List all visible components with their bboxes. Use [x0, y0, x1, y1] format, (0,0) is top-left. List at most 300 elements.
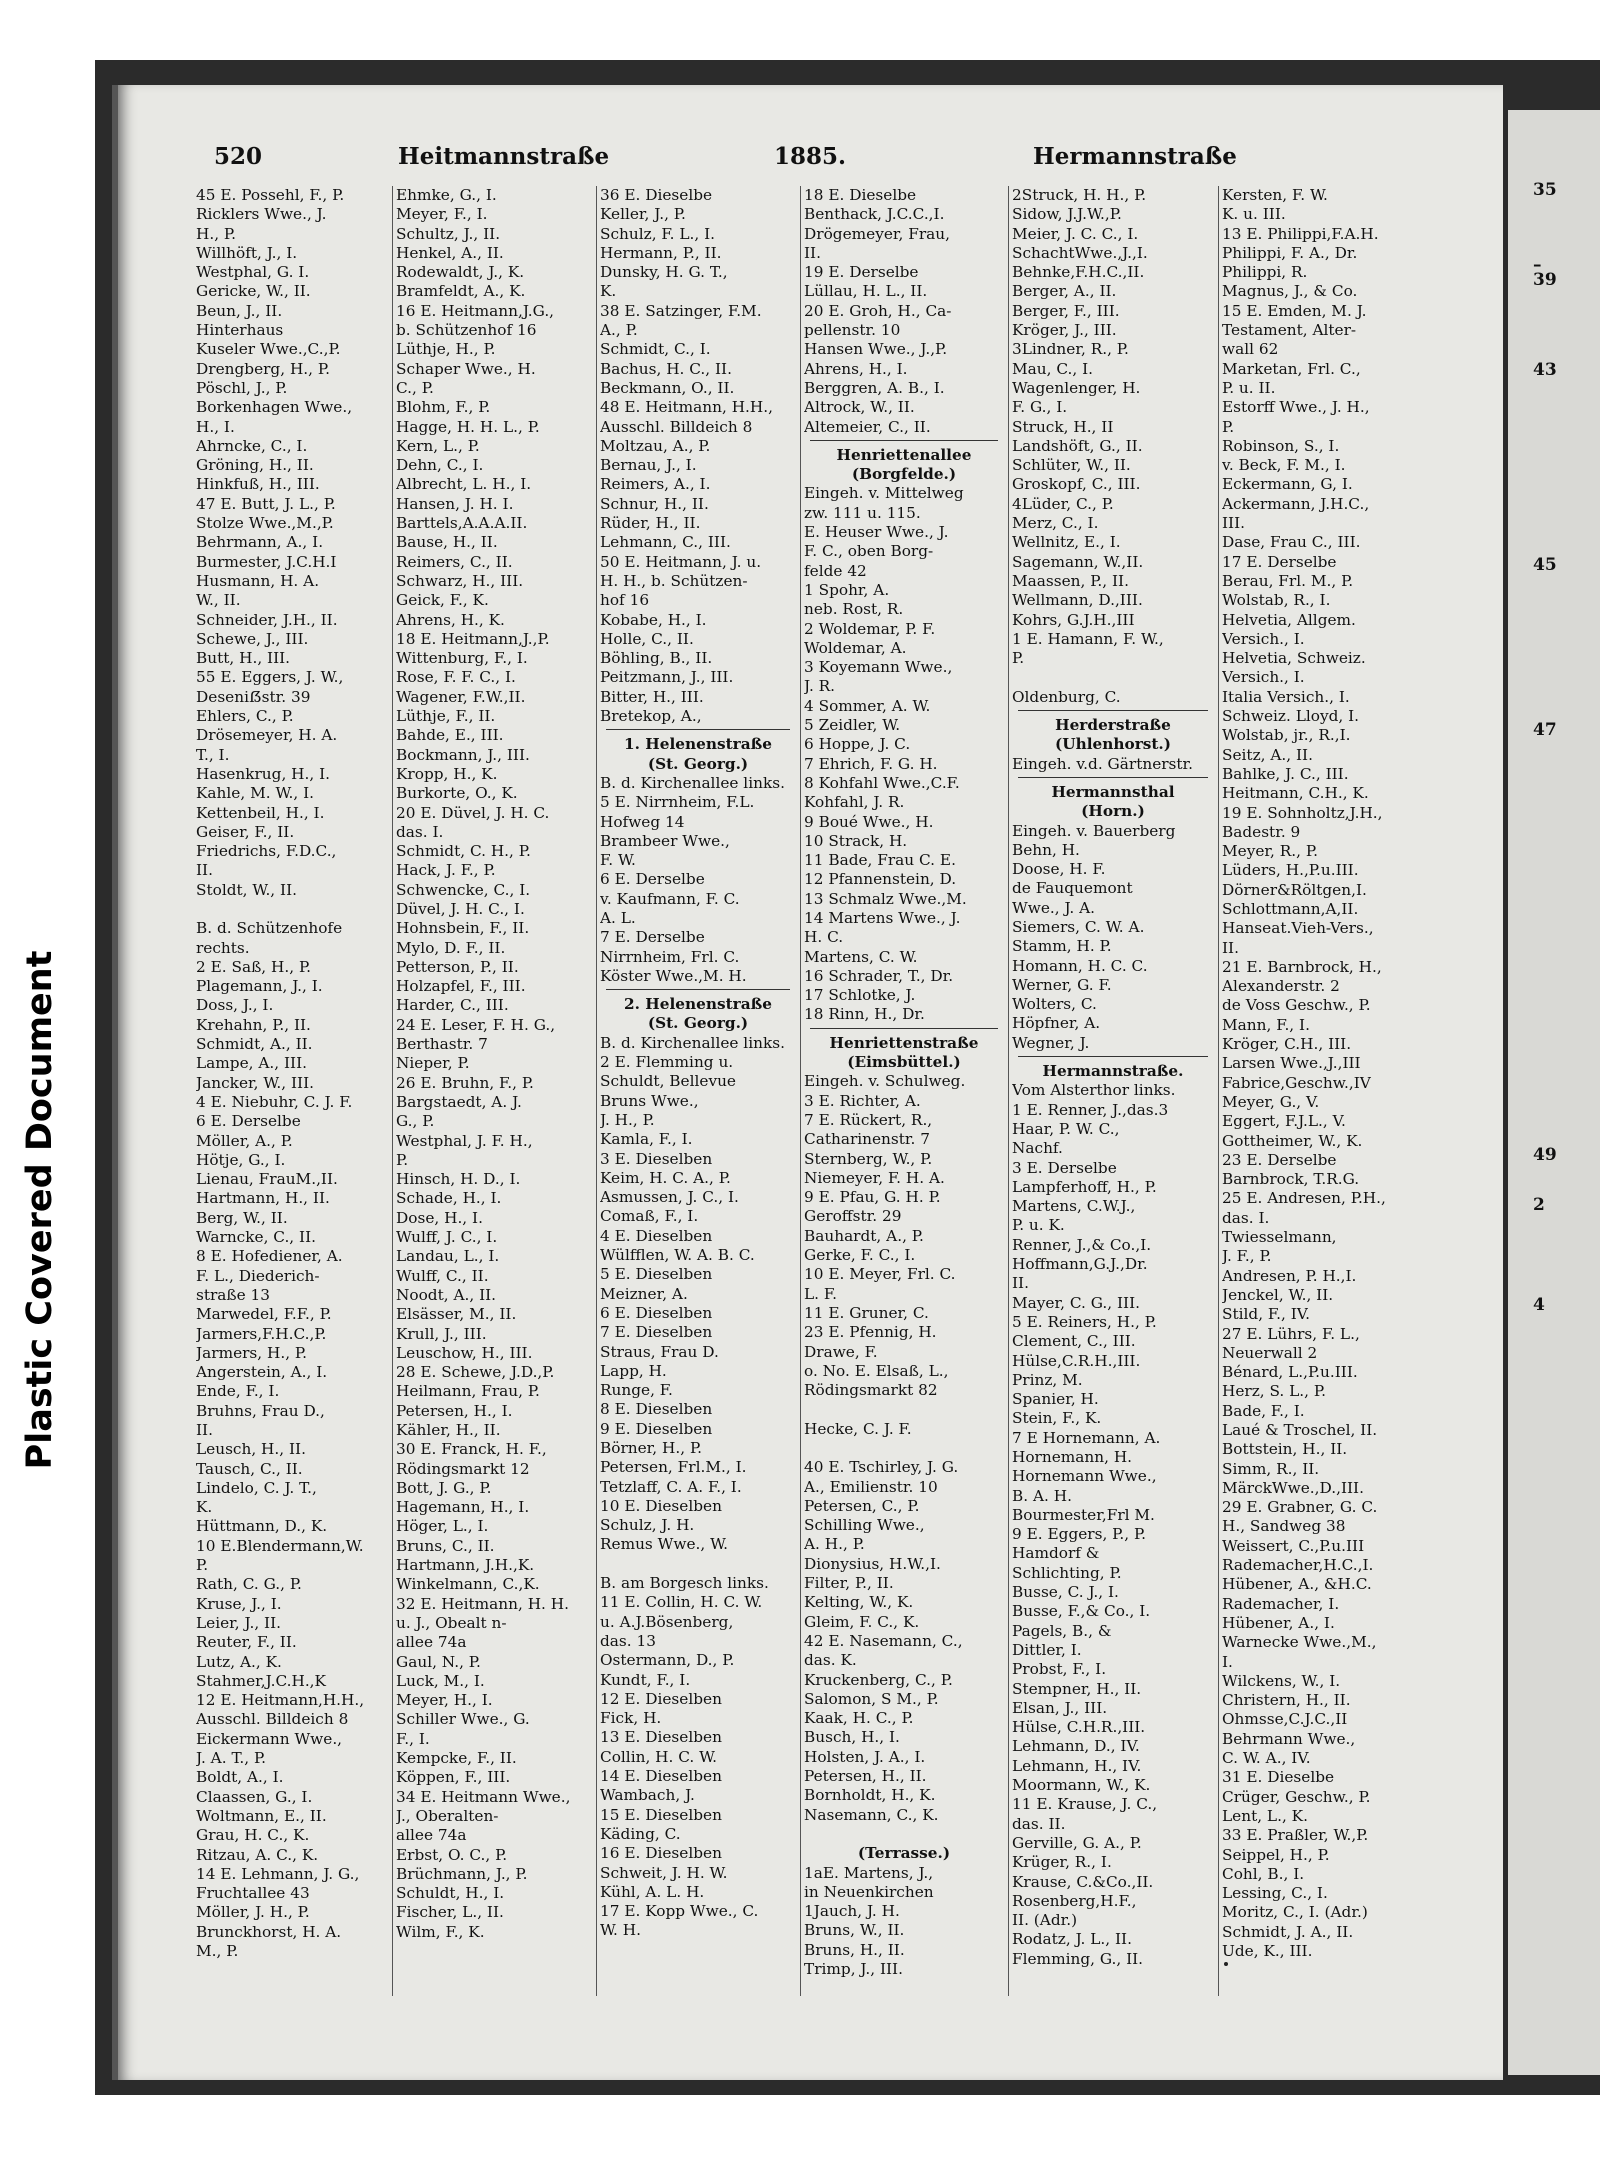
- directory-entry: Hinsch, H. D., I.: [396, 1170, 521, 1189]
- directory-entry: Düvel, J. H. C., I.: [396, 899, 525, 918]
- directory-entry: Leuschow, H., III.: [396, 1343, 533, 1362]
- directory-entry: Hagge, H. H. L., P.: [396, 417, 540, 436]
- column-rule: [596, 186, 597, 1996]
- directory-entry: Burmester, J.C.H.I: [196, 552, 337, 571]
- directory-entry: 3 Koyemann Wwe.,: [804, 658, 953, 677]
- directory-entry: 12 Pfannenstein, D.: [804, 870, 957, 889]
- directory-entry: Bénard, L.,P.u.III.: [1222, 1363, 1358, 1382]
- directory-entry: 7 E Hornemann, A.: [1012, 1428, 1161, 1447]
- directory-entry: Lehmann, H., IV.: [1012, 1756, 1142, 1775]
- directory-entry: u. J., Obealt n-: [396, 1613, 507, 1632]
- section-heading: 2. Helenenstraße: [623, 995, 772, 1014]
- directory-entry: Hartmann, H., II.: [196, 1189, 330, 1208]
- directory-entry: J., Oberalten-: [396, 1806, 499, 1825]
- directory-entry: Westphal, G. I.: [196, 263, 310, 282]
- directory-entry: Tetzlaff, C. A. F., I.: [600, 1477, 742, 1496]
- directory-entry: P.: [396, 1150, 409, 1169]
- directory-entry: 14 Martens Wwe., J.: [804, 908, 961, 927]
- directory-entry: II.: [196, 1421, 213, 1439]
- directory-entry: 18 E. Dieselbe: [804, 186, 917, 204]
- directory-entry: Bruns, H., II.: [804, 1940, 905, 1959]
- page-number: 520: [214, 143, 263, 170]
- right-street-header: Hermannstraße: [1033, 143, 1237, 170]
- directory-entry: Drengberg, H., P.: [196, 359, 330, 378]
- directory-entry: Estorff Wwe., J. H.,: [1222, 398, 1370, 417]
- directory-entry: Elsässer, M., II.: [396, 1305, 517, 1324]
- directory-entry: Weissert, C.,P.u.III: [1222, 1536, 1365, 1555]
- directory-entry: Schnur, H., II.: [600, 494, 709, 513]
- directory-entry: das. I.: [396, 822, 444, 841]
- directory-entry: Martens, C.W.J.,: [1012, 1197, 1136, 1216]
- directory-entry: Kühl, A. L. H.: [600, 1882, 705, 1901]
- directory-entry: 11 E. Krause, J. C.,: [1012, 1795, 1158, 1814]
- directory-entry: F., I.: [396, 1729, 430, 1748]
- directory-entry: Kropp, H., K.: [396, 764, 498, 783]
- directory-entry: Marketan, Frl. C.,: [1222, 359, 1361, 378]
- directory-entry: Hansen, J. H. I.: [396, 494, 514, 513]
- directory-entry: II.: [196, 861, 213, 880]
- directory-entry: Wülfflen, W. A. B. C.: [600, 1246, 755, 1265]
- directory-entry: Böhling, B., II.: [600, 649, 713, 668]
- directory-entry: Noodt, A., II.: [396, 1285, 497, 1304]
- directory-entry: Friedrichs, F.D.C.,: [196, 842, 337, 861]
- directory-entry: T., I.: [196, 745, 230, 764]
- directory-entry: Bargstaedt, A. J.: [396, 1092, 522, 1111]
- directory-entry: Stild, F., IV.: [1222, 1305, 1311, 1324]
- directory-entry: B. d. Kirchenallee links.: [600, 1033, 785, 1052]
- directory-entry: Elsan, J., III.: [1012, 1698, 1108, 1717]
- directory-entry: W., II.: [196, 591, 241, 610]
- directory-entry: Altrock, W., II.: [804, 398, 915, 417]
- column-rule: [392, 186, 393, 1996]
- directory-entry: Lampe, A., III.: [196, 1054, 307, 1073]
- directory-entry: 28 E. Schewe, J.D.,P.: [396, 1363, 555, 1382]
- directory-entry: Kempcke, F., II.: [396, 1749, 517, 1768]
- directory-entry: Krull, J., III.: [396, 1324, 487, 1343]
- directory-entry: 3 E. Dieselben: [600, 1149, 713, 1168]
- directory-entry: F. C., oben Borg-: [804, 542, 934, 561]
- directory-entry: Simm, R., II.: [1222, 1459, 1320, 1478]
- section-heading: (Borgfelde.): [851, 465, 957, 484]
- directory-entry: hof 16: [600, 591, 650, 610]
- directory-entry: Bruns, W., II.: [804, 1921, 905, 1940]
- directory-entry: Kruse, J., I.: [196, 1594, 282, 1613]
- directory-entry: Borkenhagen Wwe.,: [196, 398, 353, 417]
- directory-entry: K.: [196, 1498, 213, 1517]
- directory-entry: zw. 111 u. 115.: [804, 503, 921, 522]
- directory-entry: Bruhns, Frau D.,: [196, 1401, 325, 1420]
- directory-entry: 7 E. Rückert, R.,: [804, 1110, 933, 1129]
- directory-entry: H. H., b. Schützen-: [600, 571, 748, 590]
- directory-entry: Bahde, E., III.: [396, 726, 504, 745]
- directory-entry: Lienau, FrauM.,II.: [196, 1170, 338, 1189]
- directory-entry: C. W. A., IV.: [1222, 1749, 1311, 1768]
- directory-entry: 8 E. Dieselben: [600, 1400, 713, 1419]
- directory-entry: Haar, P. W. C.,: [1012, 1119, 1120, 1138]
- directory-entry: Ehlers, C., P.: [196, 707, 294, 726]
- directory-entry: 1 E. Hamann, F. W.,: [1012, 629, 1164, 648]
- directory-entry: Kern, L., P.: [396, 436, 480, 455]
- directory-entry: Wilm, F., K.: [396, 1922, 485, 1941]
- directory-entry: 4 Sommer, A. W.: [804, 696, 931, 715]
- directory-entry: Rüder, H., II.: [600, 514, 701, 533]
- directory-entry: Eingeh. v.d. Gärtnerstr.: [1012, 754, 1194, 773]
- directory-entry: Robinson, S., I.: [1222, 436, 1340, 455]
- directory-entry: 1 Spohr, A.: [804, 580, 890, 599]
- directory-entry: 48 E. Heitmann, H.H.,: [600, 398, 773, 417]
- directory-entry: Schiller Wwe., G.: [396, 1710, 530, 1729]
- directory-entry: Berggren, A. B., I.: [804, 378, 945, 397]
- directory-entry: Hamdorf &: [1012, 1544, 1100, 1563]
- directory-entry: Laué & Troschel, II.: [1222, 1421, 1378, 1439]
- directory-entry: 17 E. Derselbe: [1222, 552, 1337, 571]
- directory-entry: 2 E. Flemming u.: [600, 1053, 734, 1072]
- directory-entry: Gericke, W., II.: [196, 282, 311, 301]
- directory-entry: J. H., P.: [600, 1110, 655, 1129]
- directory-entry: Barnbrock, T.R.G.: [1222, 1170, 1360, 1189]
- directory-entry: Sagemann, W.,II.: [1012, 552, 1144, 571]
- directory-entry: 2 Woldemar, P. F.: [804, 619, 936, 638]
- directory-entry: Behrmann Wwe.,: [1222, 1729, 1356, 1748]
- directory-entry: H. C.: [804, 928, 844, 947]
- directory-entry: Peitzmann, J., III.: [600, 668, 734, 687]
- directory-entry: Mau, C., I.: [1012, 359, 1094, 378]
- directory-entry: Rodewaldt, J., K.: [396, 263, 525, 282]
- directory-entry: Stein, F., K.: [1012, 1409, 1102, 1428]
- directory-entry: Catharinenstr. 7: [804, 1130, 930, 1149]
- directory-entry: 11 E. Gruner, C.: [804, 1303, 929, 1322]
- directory-entry: Albrecht, L. H., I.: [396, 475, 532, 494]
- directory-entry: 20 E. Düvel, J. H. C.: [396, 803, 550, 822]
- directory-entry: Drawe, F.: [804, 1342, 878, 1361]
- directory-entry: Hülse,C.R.H.,III.: [1012, 1351, 1141, 1370]
- directory-entry: Eckermann, G, I.: [1222, 475, 1353, 494]
- directory-entry: Wellnitz, E., I.: [1012, 533, 1121, 552]
- directory-entry: Boldt, A., I.: [196, 1768, 284, 1787]
- directory-entry: Schneider, J.H., II.: [196, 610, 338, 629]
- directory-entry: 21 E. Barnbrock, H.,: [1222, 957, 1382, 976]
- directory-entry: Kröger, J., III.: [1012, 321, 1117, 340]
- directory-entry: Behnke,F.H.C.,II.: [1012, 263, 1145, 282]
- directory-entry: Angerstein, A., I.: [196, 1363, 328, 1382]
- directory-entry: 3 E. Derselbe: [1012, 1158, 1117, 1177]
- directory-entry: Hecke, C. J. F.: [804, 1419, 912, 1438]
- directory-entry: 10 E.Blendermann,W.: [196, 1536, 364, 1555]
- directory-entry: Vom Alsterthor links.: [1012, 1081, 1176, 1100]
- directory-entry: Kuseler Wwe.,C.,P.: [196, 340, 341, 359]
- directory-entry: Altemeier, C., II.: [804, 417, 931, 436]
- column-2: [396, 186, 592, 1942]
- directory-entry: 13 E. Philippi,F.A.H.: [1222, 224, 1379, 243]
- directory-entry: Lüthje, H., P.: [396, 340, 496, 359]
- directory-entry: 47 E. Butt, J. L., P.: [196, 494, 336, 513]
- directory-entry: Busch, H., I.: [804, 1728, 900, 1747]
- directory-entry: Hübener, A., I.: [1222, 1613, 1335, 1632]
- directory-entry: Nachf.: [1012, 1139, 1063, 1158]
- directory-entry: v. Kaufmann, F. C.: [600, 889, 740, 908]
- directory-entry: Mann, F., I.: [1222, 1015, 1310, 1034]
- directory-entry: 10 Strack, H.: [804, 831, 908, 850]
- directory-entry: Kröger, C.H., III.: [1222, 1035, 1352, 1054]
- directory-entry: Italia Versich., I.: [1222, 687, 1350, 706]
- directory-entry: Comaß, F., I.: [600, 1207, 699, 1226]
- directory-entry: Reimers, A., I.: [600, 475, 711, 494]
- directory-entry: Sternberg, W., P.: [804, 1149, 933, 1168]
- directory-entry: Ahrens, H., I.: [804, 359, 908, 378]
- directory-entry: 30 E. Franck, H. F.,: [396, 1440, 547, 1459]
- next-page-fragment: 35: [1533, 180, 1557, 200]
- next-page-fragment: 47: [1533, 720, 1557, 740]
- directory-entry: Collin, H. C. W.: [600, 1747, 718, 1766]
- section-heading: Herderstraße: [1055, 716, 1171, 735]
- directory-entry: Landshöft, G., II.: [1012, 436, 1143, 455]
- column-1: [196, 186, 388, 1961]
- directory-entry: 24 E. Leser, F. H. G.,: [396, 1015, 556, 1034]
- directory-entry: Salomon, S M., P.: [804, 1689, 939, 1708]
- directory-entry: SchachtWwe.,J.,I.: [1012, 243, 1148, 262]
- directory-entry: H., P.: [196, 224, 236, 243]
- directory-entry: Schulz, F. L., I.: [600, 224, 716, 243]
- directory-entry: Schmidt, A., II.: [196, 1035, 313, 1054]
- directory-entry: Spanier, H.: [1012, 1390, 1099, 1409]
- directory-entry: Krause, C.&Co.,II.: [1012, 1872, 1154, 1891]
- directory-entry: Neuerwall 2: [1222, 1343, 1318, 1362]
- directory-entry: Schewe, J., III.: [196, 629, 309, 648]
- directory-entry: Berau, Frl. M., P.: [1222, 571, 1354, 590]
- directory-entry: Ude, K., III.: [1222, 1942, 1313, 1961]
- directory-entry: das. K.: [804, 1651, 857, 1670]
- directory-entry: Rödingsmarkt 12: [396, 1459, 530, 1478]
- directory-entry: 9 E. Eggers, P., P.: [1012, 1525, 1147, 1544]
- side-label: [0, 0, 80, 2177]
- directory-entry: H., I.: [196, 417, 235, 436]
- directory-entry: 13 Schmalz Wwe.,M.: [804, 889, 967, 908]
- directory-entry: Wolters, C.: [1012, 995, 1097, 1014]
- directory-entry: Busse, C. J., I.: [1012, 1583, 1119, 1602]
- directory-entry: Versich., I.: [1222, 668, 1305, 687]
- directory-entry: Martens, C. W.: [804, 947, 918, 966]
- section-heading: 1. Helenenstraße: [623, 735, 772, 754]
- directory-entry: P.: [196, 1556, 209, 1575]
- directory-entry: Kaak, H. C., P.: [804, 1709, 914, 1728]
- section-heading: Hermannstraße.: [1042, 1062, 1184, 1081]
- section-rule: [1018, 1056, 1208, 1059]
- section-heading: (Uhlenhorst.): [1055, 735, 1171, 754]
- directory-entry: B. d. Kirchenallee links.: [600, 773, 785, 792]
- directory-entry: Rodatz, J. L., II.: [1012, 1930, 1132, 1949]
- directory-entry: Hasenkrug, H., I.: [196, 764, 330, 783]
- directory-entry: Ausschl. Billdeich 8: [600, 417, 753, 436]
- directory-entry: 9 E. Dieselben: [600, 1419, 713, 1438]
- column-rule: [1218, 186, 1219, 1996]
- directory-entry: Meyer, F., I.: [396, 205, 488, 224]
- directory-entry: Bott, J. G., P.: [396, 1478, 492, 1497]
- directory-entry: Lüthje, F., II.: [396, 707, 496, 726]
- directory-entry: 16 Schrader, T., Dr.: [804, 966, 954, 985]
- directory-entry: 1Jauch, J. H.: [804, 1902, 900, 1921]
- directory-entry: Trimp, J., III.: [804, 1960, 903, 1979]
- directory-entry: 18 E. Heitmann,J.,P.: [396, 629, 550, 648]
- section-rule: [606, 989, 790, 992]
- directory-entry: 16 E. Dieselben: [600, 1844, 722, 1863]
- directory-entry: Cohl, B., I.: [1222, 1864, 1305, 1883]
- directory-entry: 7 Ehrich, F. G. H.: [804, 754, 938, 773]
- directory-entry: Lutz, A., K.: [196, 1652, 282, 1671]
- directory-entry: Lindelo, C. J. T.,: [196, 1478, 317, 1497]
- directory-entry: 11 Bade, Frau C. E.: [804, 851, 956, 870]
- directory-entry: Fabrice,Geschw.,IV: [1222, 1073, 1371, 1092]
- directory-entry: 6 E. Derselbe: [196, 1112, 301, 1131]
- directory-entry: Schwencke, C., I.: [396, 880, 531, 899]
- directory-entry: Tausch, C., II.: [196, 1459, 303, 1478]
- directory-entry: Wolstab, jr., R.,I.: [1222, 726, 1351, 745]
- directory-entry: Hofweg 14: [600, 812, 685, 831]
- section-rule: [810, 1028, 998, 1031]
- directory-entry: 2Struck, H. H., P.: [1012, 186, 1147, 204]
- directory-entry: Wagenlenger, H.: [1012, 378, 1141, 397]
- next-page-fragment: 4: [1533, 1295, 1545, 1315]
- directory-entry: Hübener, A., &H.C.: [1222, 1575, 1372, 1594]
- directory-entry: Doose, H. F.: [1012, 860, 1106, 879]
- directory-entry: Reimers, C., II.: [396, 552, 513, 571]
- directory-entry: Dehn, C., I.: [396, 456, 484, 475]
- directory-entry: 14 E. Dieselben: [600, 1767, 722, 1786]
- directory-entry: Meyer, R., P.: [1222, 842, 1318, 861]
- directory-entry: Winkelmann, C.,K.: [396, 1575, 540, 1594]
- directory-entry: J. A. T., P.: [196, 1749, 267, 1768]
- directory-entry: Keller, J., P.: [600, 205, 686, 224]
- directory-entry: Berger, A., II.: [1012, 282, 1117, 301]
- directory-entry: Hötje, G., I.: [196, 1150, 286, 1169]
- directory-entry: Schuldt, Bellevue: [600, 1072, 736, 1091]
- directory-entry: Köster Wwe.,M. H.: [600, 966, 747, 985]
- directory-entry: Schmidt, C., I.: [600, 340, 711, 359]
- directory-entry: K.: [600, 282, 617, 301]
- directory-entry: Holzapfel, F., III.: [396, 977, 526, 996]
- directory-entry: Siemers, C. W. A.: [1012, 917, 1145, 936]
- directory-entry: Schwarz, H., III.: [396, 571, 524, 590]
- directory-entry: 11 E. Collin, H. C. W.: [600, 1593, 763, 1612]
- directory-entry: Wwe., J. A.: [1012, 898, 1096, 917]
- directory-entry: Renner, J.,& Co.,I.: [1012, 1235, 1152, 1254]
- directory-entry: Landau, L., I.: [396, 1247, 500, 1266]
- directory-entry: K. u. III.: [1222, 205, 1286, 224]
- directory-entry: Behn, H.: [1012, 840, 1080, 859]
- year-header: 1885.: [774, 143, 847, 170]
- directory-entry: Hinterhaus: [196, 321, 284, 340]
- directory-entry: Filter, P., II.: [804, 1574, 894, 1593]
- directory-entry: Ritzau, A. C., K.: [196, 1845, 319, 1864]
- directory-entry: 10 E. Dieselben: [600, 1496, 722, 1515]
- directory-entry: Kohrs, G.J.H.,III: [1012, 610, 1135, 629]
- directory-entry: Hülse, C.H.R.,III.: [1012, 1718, 1146, 1737]
- directory-entry: Gleim, F. C., K.: [804, 1612, 920, 1631]
- directory-entry: Crüger, Geschw., P.: [1222, 1787, 1371, 1806]
- directory-entry: Ausschl. Billdeich 8: [196, 1710, 349, 1729]
- directory-entry: Schweiz. Lloyd, I.: [1222, 707, 1360, 726]
- next-page-edge: [1508, 110, 1600, 2075]
- directory-entry: 45 E. Possehl, F., P.: [196, 186, 345, 204]
- directory-entry: Marwedel, F.F., P.: [196, 1305, 332, 1324]
- directory-entry: Nirrnheim, Frl. C.: [600, 947, 740, 966]
- directory-entry: Bachus, H. C., II.: [600, 359, 732, 378]
- directory-entry: Petersen, H., II.: [804, 1767, 927, 1786]
- directory-entry: Herz, S. L., P.: [1222, 1382, 1326, 1401]
- directory-entry: Schweit, J. H. W.: [600, 1863, 728, 1882]
- directory-entry: Schilling Wwe.,: [804, 1516, 925, 1535]
- directory-entry: 32 E. Heitmann, H. H.: [396, 1594, 569, 1613]
- directory-entry: Wilckens, W., I.: [1222, 1671, 1341, 1690]
- directory-entry: 7 E. Dieselben: [600, 1323, 713, 1342]
- directory-entry: Brambeer Wwe.,: [600, 831, 730, 850]
- directory-entry: o. No. E. Elsaß, L.,: [804, 1361, 949, 1380]
- section-rule: [810, 440, 998, 443]
- directory-entry: Badestr. 9: [1222, 822, 1301, 841]
- directory-entry: Petterson, P., II.: [396, 957, 519, 976]
- directory-entry: Grau, H. C., K.: [196, 1826, 310, 1845]
- directory-entry: Stamm, H. P.: [1012, 937, 1112, 956]
- directory-entry: Rödingsmarkt 82: [804, 1381, 938, 1400]
- directory-entry: 1 E. Renner, J.,das.3: [1012, 1100, 1169, 1119]
- directory-entry: Köppen, F., III.: [396, 1768, 511, 1787]
- directory-entry: das. I.: [1222, 1208, 1270, 1227]
- directory-entry: Werner, G. F.: [1012, 975, 1112, 994]
- directory-entry: Blohm, F., P.: [396, 398, 491, 417]
- directory-entry: Westphal, J. F. H.,: [396, 1131, 533, 1150]
- directory-entry: Dittler, I.: [1012, 1640, 1082, 1659]
- directory-entry: Stempner, H., II.: [1012, 1679, 1142, 1698]
- directory-entry: H., Sandweg 38: [1222, 1517, 1346, 1536]
- directory-entry: 6 Hoppe, J. C.: [804, 735, 911, 754]
- section-heading: (Eimsbüttel.): [847, 1053, 961, 1072]
- directory-entry: B. A. H.: [1012, 1486, 1072, 1505]
- directory-entry: Ahrncke, C., I.: [196, 436, 308, 455]
- directory-entry: Eingeh. v. Bauerberg: [1012, 821, 1176, 840]
- directory-entry: Ostermann, D., P.: [600, 1651, 735, 1670]
- directory-entry: 15 E. Dieselben: [600, 1805, 722, 1824]
- directory-entry: Bretekop, A.,: [600, 707, 702, 726]
- directory-entry: Straus, Frau D.: [600, 1342, 719, 1361]
- directory-entry: Drögemeyer, Frau,: [804, 224, 950, 243]
- directory-entry: 17 Schlotke, J.: [804, 986, 916, 1005]
- section-rule: [1018, 777, 1208, 780]
- directory-entry: Stolze Wwe.,M.,P.: [196, 514, 334, 533]
- directory-entry: Andresen, P. H.,I.: [1222, 1266, 1357, 1285]
- directory-entry: Brüchmann, J., P.: [396, 1864, 528, 1883]
- directory-entry: Pöschl, J., P.: [196, 378, 288, 397]
- directory-entry: Höpfner, A.: [1012, 1014, 1101, 1033]
- directory-entry: Schlottmann,A,II.: [1222, 899, 1359, 918]
- section-heading: (St. Georg.): [647, 754, 749, 773]
- directory-entry: [196, 900, 388, 919]
- directory-entry: das. II.: [1012, 1814, 1066, 1833]
- directory-entry: 23 E. Derselbe: [1222, 1150, 1337, 1169]
- directory-entry: A., Emilienstr. 10: [804, 1477, 938, 1496]
- directory-entry: [1012, 668, 1214, 687]
- directory-entry: C., P.: [396, 378, 434, 397]
- directory-entry: Höger, L., I.: [396, 1517, 489, 1536]
- directory-entry: 4Lüder, C., P.: [1012, 494, 1114, 513]
- directory-entry: Merz, C., I.: [1012, 514, 1099, 533]
- directory-entry: 9 E. Pfau, G. H. P.: [804, 1188, 941, 1207]
- directory-entry: B. d. Schützenhofe: [196, 919, 343, 938]
- next-page-fragment: 49: [1533, 1145, 1557, 1165]
- directory-entry: [600, 1555, 796, 1574]
- directory-entry: Nasemann, C., K.: [804, 1805, 939, 1824]
- directory-entry: Lehmann, C., III.: [600, 533, 731, 552]
- directory-entry: Wellmann, D.,III.: [1012, 591, 1143, 610]
- next-page-fragment: 43: [1533, 360, 1557, 380]
